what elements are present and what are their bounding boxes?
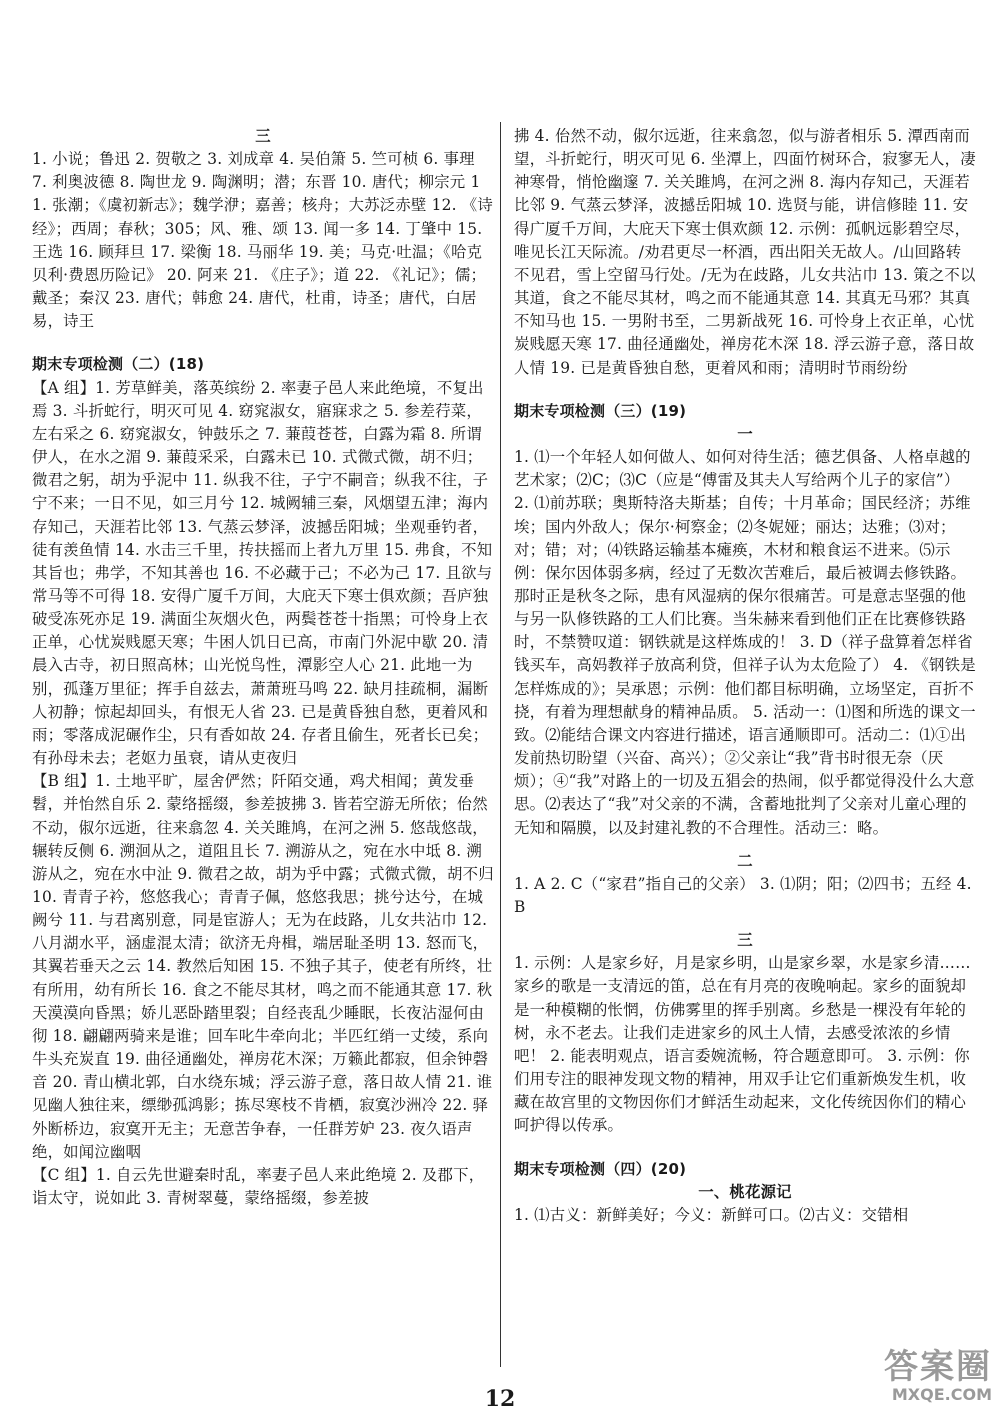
page-number: 12	[484, 1386, 516, 1412]
section-heading: 三	[255, 127, 271, 145]
exam-title: 期末专项检测（三）(19)	[514, 401, 687, 420]
section-heading: 二	[737, 851, 753, 870]
answer-paragraph: 1. ⑴一个年轻人如何做人、如何对待生活；德艺俱备、人格卓越的艺术家；⑵C；⑶C（应是“傅雷及其夫人写给两个儿子的家信”） 2. ⑴前苏联；奥斯特洛夫斯基；自传；十月革命；国民经济；苏维埃；国内外敌人；保尔·柯察金；⑵冬妮娅；丽达；达雅；⑶对；对；错；对；⑷铁路运输基本瘫痪，木材和粮食运不进来。⑸示例：保尔因体弱多病，经过了无数次苦难后，最后被调去修铁路。那时正是秋冬之际，患有风湿病的保尔很痛苦。可是意志坚强的他与另一队修铁路的工人们比赛。当朱赫来看到他们正在比赛修铁路时，不禁赞叹道：钢铁就是这样炼成的！ 3. D（祥子盘算着怎样省钱买车，高妈教祥子放高利贷，但祥子认为太危险了） 4. 《钢铁是怎样炼成的》；吴承恩；示例：他们都目标明确，立场坚定，百折不挠，有着为理想献身的精神品质。 5. 活动一：⑴图和所选的课文一致。⑵能结合课文内容进行描述，语言通顺即可。活动二：⑴①出发前热切盼望（兴奋、高兴）；②父亲让“我”背书时很无奈（厌烦）；④“我”对路上的一切及五猖会的热闹，似乎都觉得没什么大意思。⑵表达了“我”对父亲的不满，含蓄地批判了父亲对儿童心理的无知和隔膜，以及封建礼教的不合理性。活动三：略。	[514, 448, 976, 837]
answer-paragraph-group-b: 【B 组】1. 土地平旷，屋舍俨然；阡陌交通，鸡犬相闻；黄发垂髫，并怡然自乐 2. 蒙络摇缀，参差披拂 3. 皆若空游无所依；佁然不动，俶尔远逝，往来翕忽 4. 关关雎鸠，在河之洲 5. 悠哉悠哉，辗转反侧 6. 溯洄从之，道阻且长 7. 溯游从之，宛在水中坻 8. 溯游从之，宛在水中沚 9. 微君之故，胡为乎中露；式微式微，胡不归 10. 青青子衿，悠悠我心；青青子佩，悠悠我思；挑兮达兮，在城阙兮 11. 与君离别意，同是宦游人；无为在歧路，儿女共沾巾 12. 八月湖水平，涵虚混太清；欲济无舟楫，端居耻圣明 13. 怒而飞，其翼若垂天之云 14. 教然后知困 15. 不独子其子，使老有所终，壮有所用，幼有所长 16. 食之不能尽其材，鸣之而不能通其意 17. 秋天漠漠向昏黑；娇儿恶卧踏里裂；自经丧乱少睡眠，长夜沾湿何由彻 18. 翩翩两骑来是谁；回车叱牛牵向北；半匹红绡一丈绫，系向牛头充炭直 19. 曲径通幽处，禅房花木深；万籁此都寂，但余钟磬音 20. 青山横北郭，白水绕东城；浮云游子意，落日故人情 21. 谁见幽人独往来，缥缈孤鸿影；拣尽寒枝不肯栖，寂寞沙洲冷 22. 驿外断桥边，寂寞开无主；无意苦争春，一任群芳妒 23. 夜久语声绝，如闻泣幽咽	[32, 772, 494, 1161]
exam-title: 期末专项检测（四）(20)	[514, 1159, 687, 1178]
section-heading: 一、桃花源记	[698, 1182, 792, 1201]
answer-paragraph: 1. 小说；鲁迅 2. 贺敬之 3. 刘成章 4. 吴伯箫 5. 竺可桢 6. 事理 7. 利奥波德 8. 陶世龙 9. 陶渊明；潜；东晋 10. 唐代；柳宗元 11. 张潮；《虞初新志》；魏学洢；嘉善；核舟；大苏泛赤壁 12. 《诗经》；西周；春秋；305；风、雅、颂 13. 闻一多 14. 丁肇中 15. 王选 16. 顾拜旦 17. 梁衡 18. 马丽华 19. 美；马克·吐温；《哈克贝利·费恩历险记》 20. 阿来 21. 《庄子》；道 22. 《礼记》；儒；戴圣；秦汉 23. 唐代；韩愈 24. 唐代，杜甫，诗圣；唐代，白居易，诗王	[32, 150, 493, 331]
answer-paragraph-group-a: 【A 组】1. 芳草鲜美，落英缤纷 2. 率妻子邑人来此绝境，不复出焉 3. 斗折蛇行，明灭可见 4. 窈窕淑女，寤寐求之 5. 参差荇菜，左右采之 6. 窈窕淑女，钟鼓乐之 7. 蒹葭苍苍，白露为霜 8. 所谓伊人，在水之湄 9. 蒹葭采采，白露未已 10. 式微式微，胡不归；微君之躬，胡为乎泥中 11. 纵我不往，子宁不嗣音；纵我不往，子宁不来；一日不见，如三月兮 12. 城阙辅三秦，风烟望五津；海内存知己，天涯若比邻 13. 气蒸云梦泽，波撼岳阳城；坐观垂钓者，徒有羡鱼情 14. 水击三千里，抟扶摇而上者九万里 15. 弗食，不知其旨也；弗学，不知其善也 16. 不必藏于己；不必为己 17. 且欲与常马等不可得 18. 安得广厦千万间，大庇天下寒士俱欢颜；吾庐独破受冻死亦足 19. 满面尘灰烟火色，两鬓苍苍十指黑；可怜身上衣正单，心忧炭贱愿天寒；牛困人饥日已高，市南门外泥中歇 20. 清晨入古寺，初日照高林；山光悦鸟性，潭影空人心 21. 此地一为别，孤蓬万里征；挥手自兹去，萧萧班马鸣 22. 缺月挂疏桐，漏断人初静；惊起却回头，有恨无人省 23. 已是黄昏独自愁，更着风和雨；零落成泥碾作尘，只有香如故 24. 存者且偷生，死者长已矣；有孙母未去；老妪力虽衰，请从吏夜归	[32, 378, 493, 768]
column-divider	[500, 122, 501, 1367]
answer-paragraph: 1. ⑴古义：新鲜美好；今义：新鲜可口。⑵古义：交错相	[514, 1205, 909, 1224]
watermark-url: MXQE.COM	[891, 1385, 992, 1404]
section-heading: 一	[737, 424, 753, 443]
section-heading: 三	[737, 931, 753, 950]
answer-paragraph-continued: 拂 4. 佁然不动，俶尔远逝，往来翕忽，似与游者相乐 5. 潭西南而望，斗折蛇行，明灭可见 6. 坐潭上，四面竹树环合，寂寥无人，凄神寒骨，悄怆幽邃 7. 关关雎鸠，在河之洲 8. 海内存知己，天涯若比邻 9. 气蒸云梦泽，波撼岳阳城 10. 选贤与能，讲信修睦 11. 安得广厦千万间，大庇天下寒士俱欢颜 12. 示例：孤帆远影碧空尽，唯见长江天际流。/劝君更尽一杯酒，西出阳关无故人。/山回路转不见君，雪上空留马行处。/无为在歧路，儿女共沾巾 13. 策之不以其道，食之不能尽其材，鸣之而不能通其意 14. 其真无马邪？其真不知马也 15. 一男附书至，二男新战死 16. 可怜身上衣正单，心忧炭贱愿天寒 17. 曲径通幽处，禅房花木深 18. 浮云游子意，落日故人情 19. 已是黄昏独自愁，更着风和雨；清明时节雨纷纷	[514, 127, 976, 377]
watermark-logo	[842, 1348, 992, 1408]
watermark-logo-text: 答案圈	[884, 1347, 992, 1387]
exam-title: 期末专项检测（二）(18)	[32, 355, 205, 374]
right-column	[514, 125, 976, 1227]
answer-paragraph: 1. A 2. C（“家君”指自己的父亲） 3. ⑴阴；阳；⑵四书；五经 4. B	[514, 874, 972, 916]
answer-paragraph-group-c: 【C 组】1. 自云先世避秦时乱，率妻子邑人来此绝境 2. 及郡下，诣太守，说如此 3. 青树翠蔓，蒙络摇缀，参差披	[32, 1165, 485, 1208]
answer-paragraph: 1. 示例：人是家乡好，月是家乡明，山是家乡翠，水是家乡清……家乡的歌是一支清远的笛，总在有月亮的夜晚响起。家乡的面貌却是一种模糊的怅惘，仿佛雾里的挥手别离。乡愁是一棵没有年轮的树，永不老去。让我们走进家乡的风土人情，去感受浓浓的乡情吧！ 2. 能表明观点，语言委婉流畅，符合题意即可。 3. 示例：你们用专注的眼神发现文物的精神，用双手让它们重新焕发生机，收藏在故宫里的文物因你们才鲜活生动起来，文化传统因你们的精心呵护得以传承。	[514, 954, 971, 1135]
left-column	[32, 125, 494, 1210]
